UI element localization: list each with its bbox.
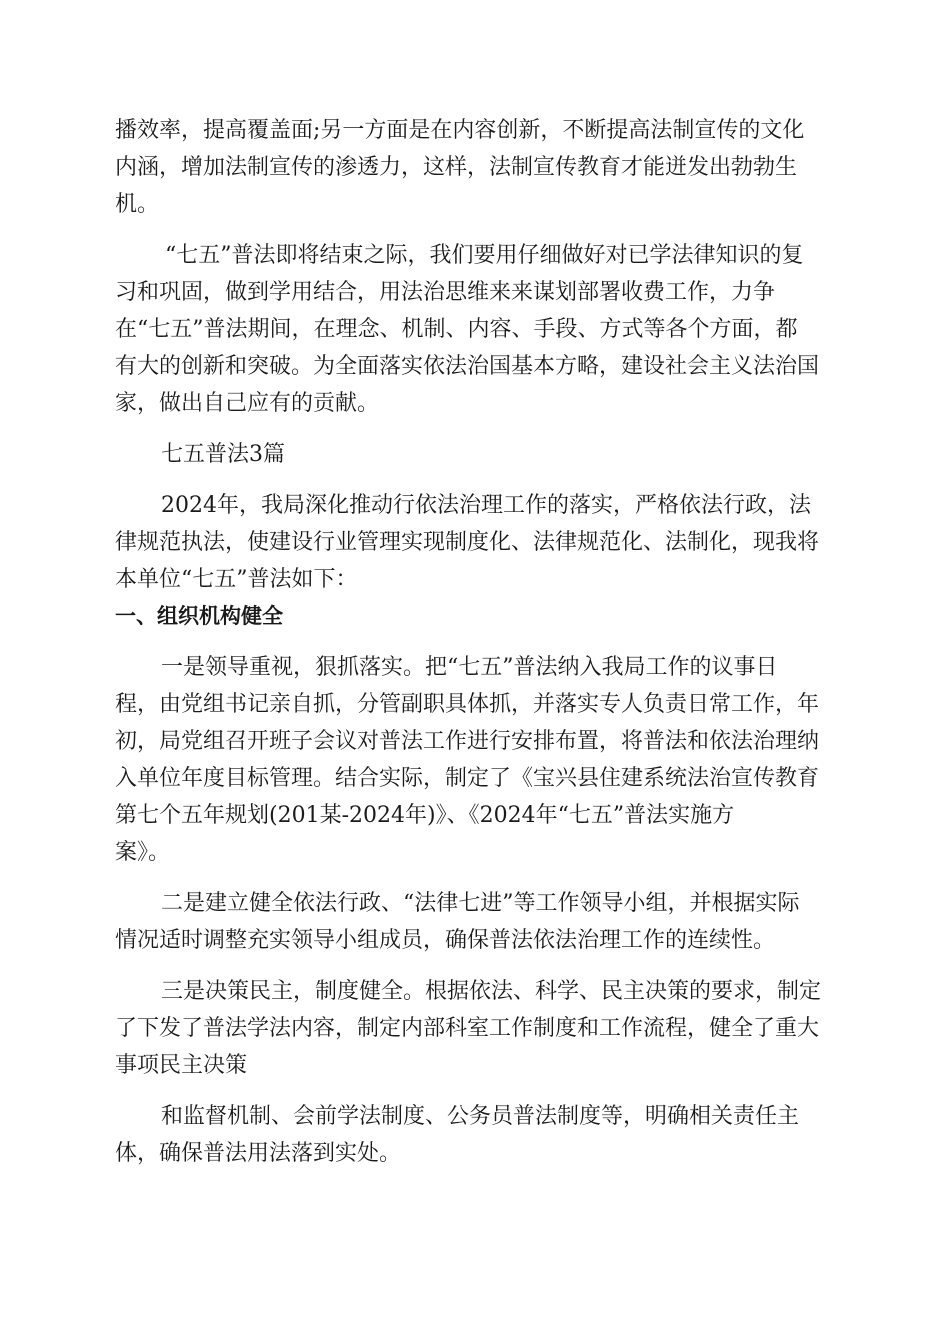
text-line: 机。 xyxy=(115,192,160,217)
text-line: 初，局党组召开班子会议对普法工作进行安排布置，将普法和依法治理纳 xyxy=(115,729,820,754)
text-line: 第七个五年规划(201某-2024年)》、《2024年“七五”普法实施方 xyxy=(115,803,735,828)
paragraph-leadership xyxy=(115,649,835,871)
text-line: 播效率，提高覆盖面;另一方面是在内容创新，不断提高法制宣传的文化 xyxy=(115,118,805,143)
text-line: 二是建立健全依法行政、“法律七进”等工作领导小组，并根据实际 xyxy=(161,891,800,916)
text-line: 七五普法3篇 xyxy=(161,442,285,467)
document-page xyxy=(115,112,835,1172)
section-heading: 一、组织机构健全 xyxy=(115,604,283,628)
text-line: 习和巩固，做到学用结合，用法治思维来来谋划部署收费工作，力争 xyxy=(115,280,776,305)
paragraph-qiwu-ending xyxy=(115,237,835,422)
text-line: 本单位“七五”普法如下： xyxy=(115,567,358,592)
text-line: “七五”普法即将结束之际，我们要用仔细做好对已学法律知识的复 xyxy=(165,243,804,268)
text-line: 一是领导重视，狠抓落实。把“七五”普法纳入我局工作的议事日 xyxy=(161,655,778,680)
paragraph-supervision xyxy=(115,1098,835,1172)
text-line: 案》。 xyxy=(115,840,171,865)
text-line: 和监督机制、会前学法制度、公务员普法制度等，明确相关责任主 xyxy=(161,1104,800,1129)
paragraph-continuation xyxy=(115,112,835,223)
text-line: 程，由党组书记亲自抓，分管副职具体抓，并落实专人负责日常工作，年 xyxy=(115,692,820,717)
text-line: 在“七五”普法期间，在理念、机制、内容、手段、方式等各个方面，都 xyxy=(115,317,798,342)
text-line: 律规范执法，使建设行业管理实现制度化、法律规范化、法制化，现我将 xyxy=(115,530,820,555)
text-line: 2024年，我局深化推动行依法治理工作的落实，严格依法行政，法 xyxy=(161,493,811,518)
paragraph-intro xyxy=(115,487,835,598)
text-line: 有大的创新和突破。为全面落实依法治国基本方略，建设社会主义法治国 xyxy=(115,354,820,379)
section-title xyxy=(115,436,835,473)
text-line: 三是决策民主，制度健全。根据依法、科学、民主决策的要求，制定 xyxy=(161,979,822,1004)
text-line: 事项民主决策 xyxy=(115,1053,248,1078)
text-line: 了下发了普法学法内容，制定内部科室工作制度和工作流程，健全了重大 xyxy=(115,1016,820,1041)
text-line: 内涵，增加法制宣传的渗透力，这样，法制宣传教育才能迸发出勃勃生 xyxy=(115,155,798,180)
text-line: 情况适时调整充实领导小组成员，确保普法依法治理工作的连续性。 xyxy=(115,928,776,953)
text-line: 入单位年度目标管理。结合实际，制定了《宝兴县住建系统法治宣传教育 xyxy=(115,766,820,791)
paragraph-working-group xyxy=(115,885,835,959)
text-line: 体，确保普法用法落到实处。 xyxy=(115,1141,402,1166)
paragraph-decision-making xyxy=(115,973,835,1084)
text-line: 家，做出自己应有的贡献。 xyxy=(115,391,380,416)
